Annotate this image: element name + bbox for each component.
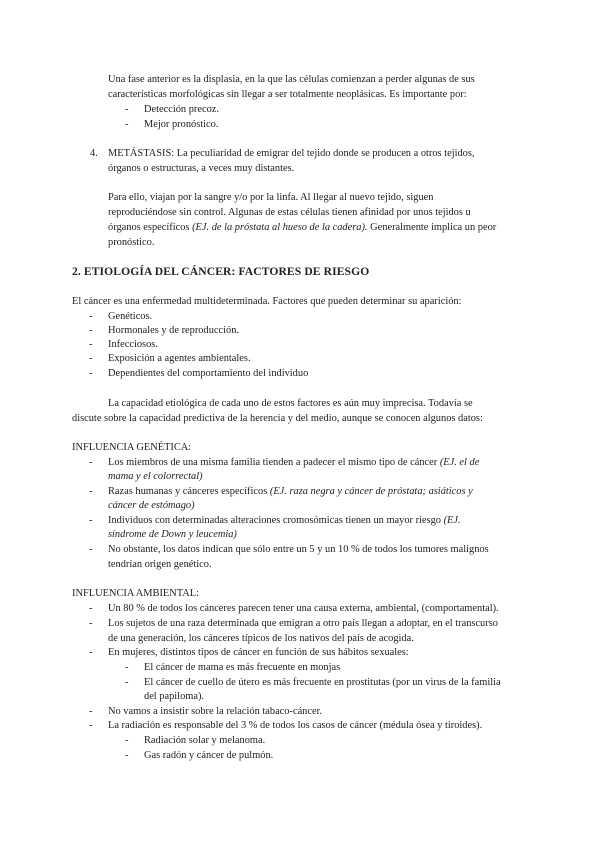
environmental-subitem: Gas radón y cáncer de pulmón.	[144, 750, 274, 761]
bullet-dash: -	[89, 311, 93, 322]
paragraph-line: La capacidad etiológica de cada uno de estos factores es aún muy imprecisa. Todavía se	[108, 398, 473, 409]
paragraph-line: reproduciéndose sin control. Algunas de estas células tienen afinidad por unos tejidos u	[108, 207, 471, 218]
bullet-dash: -	[125, 104, 129, 115]
paragraph-line: Para ello, viajan por la sangre y/o por la linfa. Al llegar al nuevo tejido, siguen	[108, 192, 434, 203]
environmental-item: La radiación es responsable del 3 % de todos los casos de cáncer (médula ósea y tiroides).	[108, 720, 483, 731]
bullet-dash: -	[89, 353, 93, 364]
environmental-item: En mujeres, distintos tipos de cáncer en función de sus hábitos sexuales:	[108, 647, 409, 658]
environmental-item: Los sujetos de una raza determinada que emigran a otro país llegan a adoptar, en el transcurso	[108, 618, 498, 629]
bullet-dash: -	[89, 647, 93, 658]
paragraph-line: pronóstico.	[108, 237, 155, 248]
section-heading: 2. ETIOLOGÍA DEL CÁNCER: FACTORES DE RIESGO	[72, 265, 370, 278]
factor-item: Exposición a agentes ambientales.	[108, 353, 251, 364]
environmental-subitem: Radiación solar y melanoma.	[144, 735, 266, 746]
intro-line: Una fase anterior es la displasia, en la que las células comienzan a perder algunas de sus	[108, 74, 475, 85]
genetic-item-cont: tendrían origen genético.	[108, 559, 212, 570]
bullet-dash: -	[89, 618, 93, 629]
genetic-item-cont: cáncer de estómago)	[108, 500, 195, 511]
bullet-dash: -	[89, 368, 93, 379]
sub-bullet-dash: -	[125, 662, 129, 673]
factor-item: Genéticos.	[108, 311, 153, 322]
sub-bullet-dash: -	[125, 750, 129, 761]
sub-bullet-dash: -	[125, 735, 129, 746]
bullet-dash: -	[89, 720, 93, 731]
paragraph-line: órganos específicos (EJ. de la próstata al hueso de la cadera). Generalmente implica un peor	[108, 222, 497, 233]
section-intro: El cáncer es una enfermedad multideterminada. Factores que pueden determinar su aparición:	[72, 296, 462, 307]
bullet-dash: -	[89, 706, 93, 717]
genetic-item: No obstante, los datos indican que sólo entre un 5 y un 10 % de todos los tumores malignos	[108, 544, 489, 555]
subsection-title: INFLUENCIA GENÉTICA:	[72, 442, 192, 453]
bullet-dash: -	[89, 544, 93, 555]
genetic-item-cont: mama y el colorrectal)	[108, 471, 203, 482]
subsection-title: INFLUENCIA AMBIENTAL:	[72, 588, 200, 599]
bullet-text: Mejor pronóstico.	[144, 119, 219, 130]
paragraph-line: discute sobre la capacidad predictiva de la herencia y del medio, aunque se conocen algunos datos:	[72, 413, 483, 424]
environmental-item: Un 80 % de todos los cánceres parecen tener una causa externa, ambiental, (comportamental).	[108, 603, 499, 614]
bullet-dash: -	[89, 339, 93, 350]
bullet-dash: -	[89, 486, 93, 497]
bullet-dash: -	[89, 457, 93, 468]
intro-line: características morfológicas sin llegar a ser totalmente neoplásicas. Es importante por:	[108, 89, 467, 100]
bullet-text: Detección precoz.	[144, 104, 219, 115]
bullet-dash: -	[125, 119, 129, 130]
factor-item: Hormonales y de reproducción.	[108, 325, 239, 336]
genetic-item: Individuos con determinadas alteraciones cromosómicas tienen un mayor riesgo (EJ.	[108, 515, 461, 526]
environmental-item: No vamos a insistir sobre la relación tabaco-cáncer.	[108, 706, 323, 717]
sub-bullet-dash: -	[125, 677, 129, 688]
environmental-subitem: El cáncer de mama es más frecuente en monjas	[144, 662, 341, 673]
list-number: 4.	[90, 148, 98, 159]
bullet-dash: -	[89, 603, 93, 614]
environmental-subitem-cont: del papiloma).	[144, 691, 205, 702]
environmental-item-cont: de una generación, los cánceres típicos de los nativos del país de acogida.	[108, 633, 414, 644]
bullet-dash: -	[89, 515, 93, 526]
genetic-item: Razas humanas y cánceres específicos (EJ. raza negra y cáncer de próstata; asiáticos y	[108, 486, 473, 497]
environmental-subitem: El cáncer de cuello de útero es más frecuente en prostitutas (por un virus de la familia	[144, 677, 501, 688]
metastasis-line: órganos o estructuras, a veces muy distantes.	[108, 163, 295, 174]
genetic-item: Los miembros de una misma familia tienden a padecer el mismo tipo de cáncer (EJ. el de	[108, 457, 480, 468]
genetic-item-cont: síndrome de Down y leucemia)	[108, 529, 237, 540]
factor-item: Dependientes del comportamiento del individuo	[108, 368, 309, 379]
bullet-dash: -	[89, 325, 93, 336]
metastasis-line: METÁSTASIS: La peculiaridad de emigrar del tejido donde se producen a otros tejidos,	[108, 148, 475, 159]
factor-item: Infecciosos.	[108, 339, 158, 350]
